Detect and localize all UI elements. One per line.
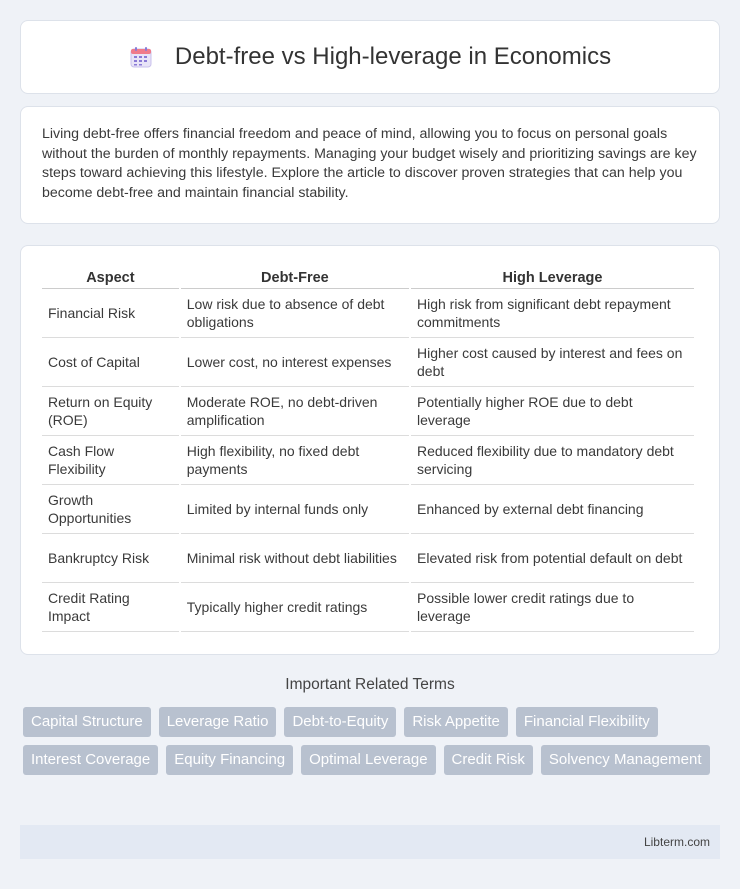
cell-debt-free: Typically higher credit ratings — [181, 583, 409, 632]
cell-aspect: Cost of Capital — [42, 338, 179, 387]
cell-high-leverage: Possible lower credit ratings due to leverage — [411, 583, 694, 632]
cell-aspect: Bankruptcy Risk — [42, 534, 179, 583]
intro-text: Living debt-free offers financial freedom and peace of mind, allowing you to focus on personal goals without the burden of monthly repayments. Managing your budget wisely and prioritizing savings are key steps toward achieving this lifestyle. Explore the article to discover proven strategies that can help you become debt-free and maintain financial stability. — [42, 126, 697, 201]
cell-high-leverage: High risk from significant debt repayment commitments — [411, 289, 694, 338]
table-header-row — [42, 266, 694, 289]
footer — [20, 825, 720, 859]
term-tag[interactable]: Financial Flexibility — [516, 707, 658, 737]
table-row — [42, 387, 694, 436]
comparison-table — [40, 266, 696, 632]
cell-aspect: Return on Equity (ROE) — [42, 387, 179, 436]
cell-aspect: Cash Flow Flexibility — [42, 436, 179, 485]
cell-aspect: Credit Rating Impact — [42, 583, 179, 632]
table-row — [42, 534, 694, 583]
cell-debt-free: Low risk due to absence of debt obligations — [181, 289, 409, 338]
related-terms-list — [23, 707, 723, 775]
cell-debt-free: Moderate ROE, no debt-driven amplification — [181, 387, 409, 436]
table-row — [42, 289, 694, 338]
term-tag[interactable]: Risk Appetite — [404, 707, 508, 737]
term-tag[interactable]: Equity Financing — [166, 745, 293, 775]
cell-high-leverage: Elevated risk from potential default on debt — [411, 534, 694, 583]
term-tag[interactable]: Interest Coverage — [23, 745, 158, 775]
calendar-icon — [129, 45, 153, 69]
table-row — [42, 436, 694, 485]
cell-aspect: Growth Opportunities — [42, 485, 179, 534]
header-aspect: Aspect — [42, 266, 179, 289]
cell-high-leverage: Reduced flexibility due to mandatory debt servicing — [411, 436, 694, 485]
table-row — [42, 485, 694, 534]
cell-debt-free: Limited by internal funds only — [181, 485, 409, 534]
term-tag[interactable]: Optimal Leverage — [301, 745, 435, 775]
term-tag[interactable]: Capital Structure — [23, 707, 151, 737]
cell-debt-free: High flexibility, no fixed debt payments — [181, 436, 409, 485]
related-terms-title: Important Related Terms — [285, 676, 455, 693]
term-tag[interactable]: Credit Risk — [444, 745, 533, 775]
table-row — [42, 583, 694, 632]
footer-brand-link[interactable]: Libterm.com — [643, 835, 710, 849]
cell-aspect: Financial Risk — [42, 289, 179, 338]
cell-debt-free: Lower cost, no interest expenses — [181, 338, 409, 387]
term-tag[interactable]: Solvency Management — [541, 745, 710, 775]
term-tag[interactable]: Leverage Ratio — [159, 707, 277, 737]
term-tag[interactable]: Debt-to-Equity — [284, 707, 396, 737]
header-high-leverage: High Leverage — [411, 266, 694, 289]
cell-high-leverage: Potentially higher ROE due to debt leverage — [411, 387, 694, 436]
cell-high-leverage: Higher cost caused by interest and fees on debt — [411, 338, 694, 387]
header-debt-free: Debt-Free — [181, 266, 409, 289]
intro-card — [20, 106, 720, 224]
comparison-card — [20, 245, 720, 655]
header-card — [20, 20, 720, 94]
table-row — [42, 338, 694, 387]
cell-debt-free: Minimal risk without debt liabilities — [181, 534, 409, 583]
page-title: Debt-free vs High-leverage in Economics — [174, 43, 612, 70]
cell-high-leverage: Enhanced by external debt financing — [411, 485, 694, 534]
